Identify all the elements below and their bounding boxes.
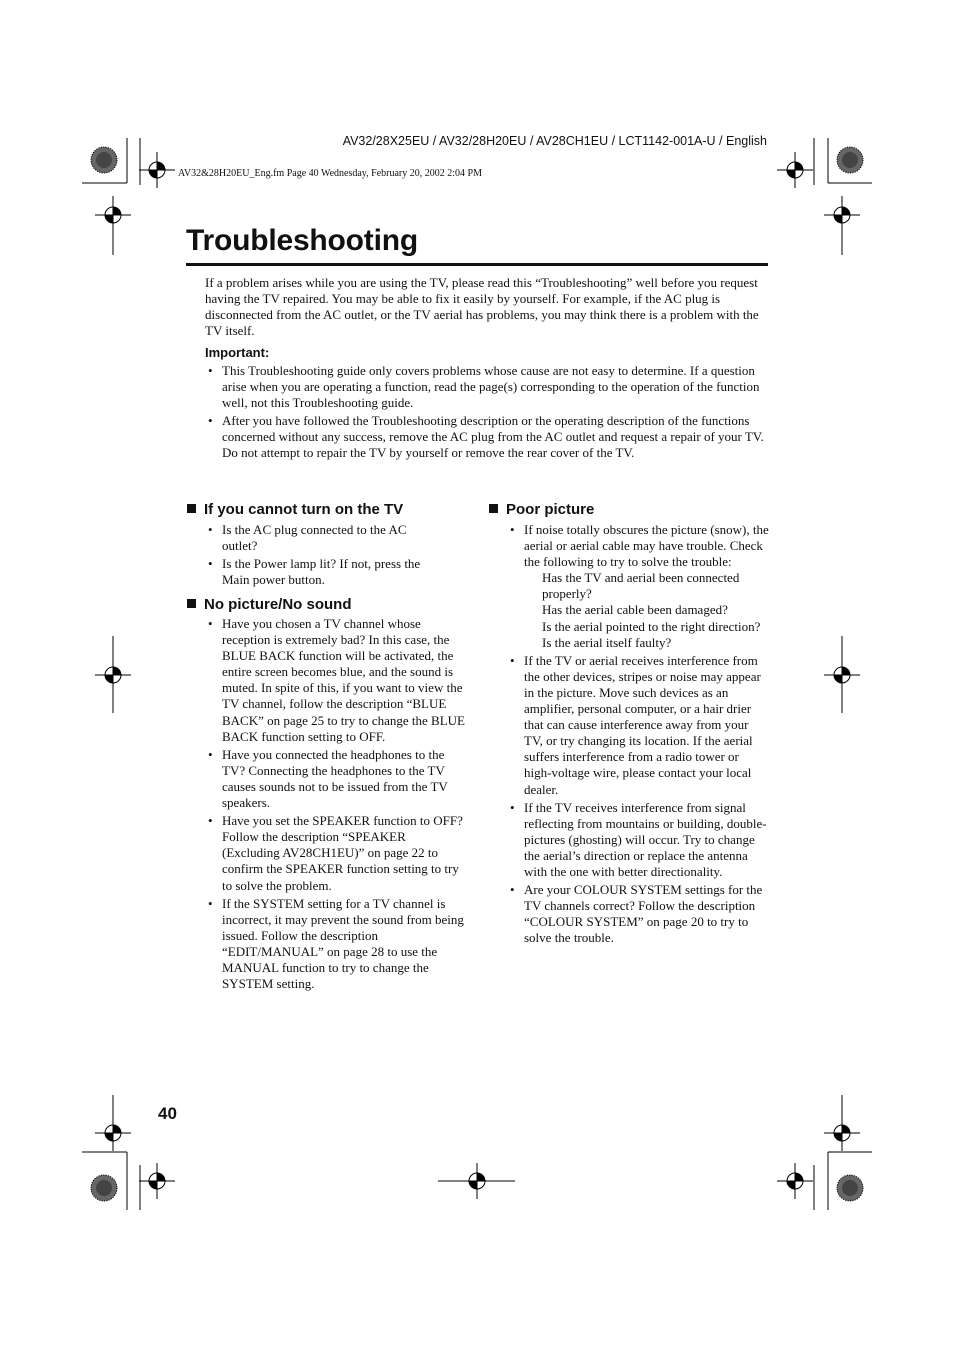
square-bullet-icon <box>489 504 498 513</box>
poor-picture-list <box>507 522 769 948</box>
list-item: • Have you connected the headphones to the TV? Connecting the headphones to the TV causes sounds not to be issued from the TV speakers. <box>205 747 465 811</box>
page-title: Troubleshooting <box>186 224 418 257</box>
list-item: • If the TV receives interference from signal reflecting from mountains or building, double-pictures (ghosting) will occur. Try to change the aerial’s direction or replace the antenna with the one with better directionality. <box>507 800 769 880</box>
list-item: • If the SYSTEM setting for a TV channel is incorrect, it may prevent the sound from being issued. Follow the description “EDIT/MANUAL” on page 28 to use the MANUAL function to try to change the SYSTEM setting. <box>205 896 465 993</box>
header-model-line: AV32/28X25EU / AV32/28H20EU / AV28CH1EU / LCT1142-001A-U / English <box>342 134 767 148</box>
list-item: • Have you set the SPEAKER function to OFF? Follow the description “SPEAKER (Excluding AV28CH1EU)” on page 22 to confirm the SPEAKER function setting to try to solve the problem. <box>205 813 465 893</box>
list-item <box>507 522 769 651</box>
section-heading-text: No picture/No sound <box>204 596 352 613</box>
check-question: Is the aerial itself faulty? <box>542 634 672 650</box>
check-question: Has the aerial cable been damaged? <box>542 602 728 618</box>
header-file-info: AV32&28H20EU_Eng.fm Page 40 Wednesday, February 20, 2002 2:04 PM <box>178 168 482 179</box>
no-picture-list <box>205 616 465 994</box>
list-item: • Have you chosen a TV channel whose reception is extremely bad? In this case, the BLUE BACK function will be activated, the entire screen becomes blue, and the sound is muted. In spite of this, if you want to view the TV channel, follow the description “BLUE BACK” on page 25 to try to change the BLUE BACK function setting to OFF. <box>205 616 465 745</box>
section-heading-poor-picture <box>489 501 594 518</box>
list-item: • After you have followed the Troubleshooting description or the operating description of the functions concerned without any success, remove the AC plug from the AC outlet and request a repair of your TV. Do not attempt to repair the TV by yourself or remove the rear cover of the TV. <box>205 413 770 461</box>
section-heading-no-picture <box>187 596 352 613</box>
cannot-turn-on-list <box>205 522 445 590</box>
list-item: • Is the Power lamp lit? If not, press the Main power button. <box>205 556 445 588</box>
section-heading-cannot-turn-on <box>187 501 403 518</box>
important-list <box>205 363 770 464</box>
list-item: • This Troubleshooting guide only covers problems whose cause are not easy to determine. If a question arise when you are operating a function, read the page(s) corresponding to the operation of the function well, not this Troubleshooting guide. <box>205 363 770 411</box>
check-question: Is the aerial pointed to the right direction? <box>542 618 761 634</box>
square-bullet-icon <box>187 599 196 608</box>
title-rule <box>186 263 768 266</box>
list-item: • Is the AC plug connected to the AC outlet? <box>205 522 445 554</box>
section-heading-text: If you cannot turn on the TV <box>204 501 404 518</box>
intro-paragraph: If a problem arises while you are using the TV, please read this “Troubleshooting” well before you request having the TV repaired. You may be able to fix it easily by yourself. For example, if the AC plug is disconnected from the AC outlet, or the TV aerial has problems, you may think there is a problem with the TV itself. <box>205 275 759 339</box>
list-item-intro: If noise totally obscures the picture (snow), the aerial or aerial cable may have trouble. Check the following to try to solve the trouble: <box>524 522 769 570</box>
check-question: Has the TV and aerial been connected properly? <box>542 570 740 602</box>
square-bullet-icon <box>187 504 196 513</box>
important-label: Important: <box>205 345 270 360</box>
list-item: • If the TV or aerial receives interference from the other devices, stripes or noise may appear in the picture. Move such devices as an amplifier, personal computer, or a hair drier that can cause interference away from your TV, or try changing its location. If the aerial suffers interference from a radio tower or high-voltage wire, please contact your local dealer. <box>507 653 769 798</box>
section-heading-text: Poor picture <box>506 501 595 518</box>
list-item: • Are your COLOUR SYSTEM settings for the TV channels correct? Follow the description “COLOUR SYSTEM” on page 20 to try to solve the trouble. <box>507 882 769 946</box>
check-questions <box>524 570 769 650</box>
page-number: 40 <box>158 1104 177 1123</box>
